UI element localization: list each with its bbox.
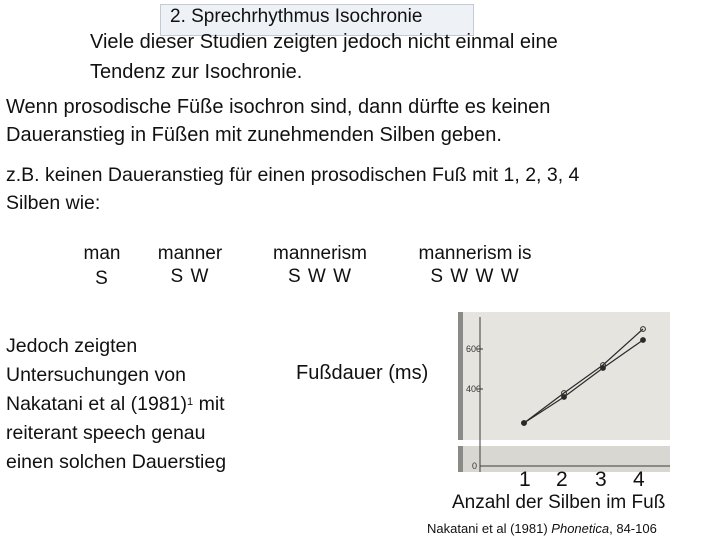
finding-line-1: Jedoch zeigten [6,335,138,357]
example-word-3: mannerism [273,243,367,264]
photo-y-tick-label: 600 [466,344,482,354]
slide-title: 2. Sprechrhythmus Isochronie [170,6,423,27]
intro-line-1: Viele dieser Studien zeigten jedoch nicht einmal eine [90,31,558,53]
finding-line-3 [6,390,274,419]
chart-xlabel: Anzahl der Silben im Fuß [452,492,666,513]
x-tick-1: 1 [519,468,531,491]
example-word-1: man [83,243,121,264]
example-line-1: z.B. keinen Daueranstieg für einen prosodischen Fuß mit 1, 2, 3, 4 [6,164,580,186]
finding-line-3-rest: mit [193,393,225,415]
photo-edge-shadow [458,312,463,472]
citation-pages: , 84-106 [609,521,657,536]
citation [427,521,657,536]
hypothesis-line-2: Daueranstieg in Füßen mit zunehmenden Silben geben. [6,124,502,146]
example-stress-3: S W W [287,266,353,287]
citation-authors: Nakatani et al (1981) [427,521,552,536]
footnote-marker: 1 [187,396,194,408]
example-stress-2: S W [170,266,210,287]
finding-citation: Nakatani et al (1981) [6,393,188,415]
chart-photo [458,312,670,472]
photo-y-tick-label: 400 [466,384,482,394]
data-point [641,338,646,343]
example-stress-4: S W W W [430,266,520,287]
x-tick-3: 3 [595,468,607,491]
x-tick-4: 4 [633,468,645,491]
finding-line-5: einen solchen Dauerstieg [6,451,227,473]
photo-y-tick-label-zero: 0 [472,461,478,471]
finding-line-2: Untersuchungen von [6,364,186,386]
chart-ylabel: Fußdauer (ms) [296,362,429,384]
example-word-2: manner [157,243,223,264]
x-tick-2: 2 [556,468,568,491]
finding-paragraph [6,332,274,477]
intro-line-2: Tendenz zur Isochronie. [90,61,303,83]
example-stress-1: S [95,268,109,289]
photo-white-gap [458,440,670,446]
example-word-4: mannerism is [418,243,532,264]
hypothesis-line-1: Wenn prosodische Füße isochron sind, dann dürfte es keinen [6,96,551,118]
citation-journal: Phonetica [551,521,610,536]
finding-line-4: reiterant speech genau [6,422,206,444]
example-line-2: Silben wie: [6,192,101,214]
